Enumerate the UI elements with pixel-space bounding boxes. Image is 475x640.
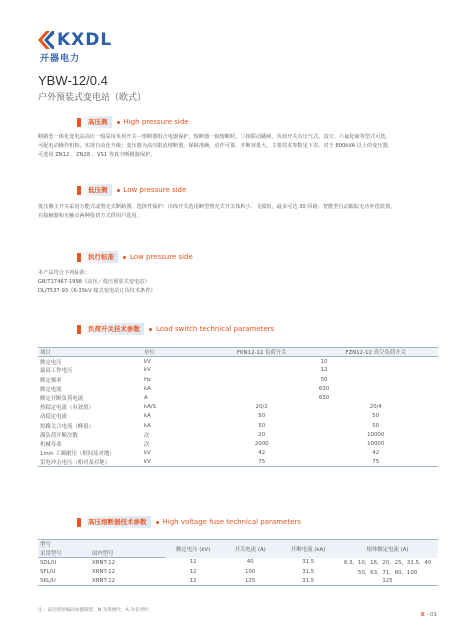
bullet-dot-icon (123, 256, 126, 259)
section-title-cn: 高压侧 (84, 116, 112, 128)
row-fkn12-value: 75 (210, 458, 313, 467)
table-row (38, 558, 438, 567)
row-current: 40 (246, 559, 254, 566)
column-header-voltage: 额定电压 (kV) (165, 540, 221, 558)
hv-description-line: 可配电动操作机构，实现自动化升级；变压器为高压限流熔断器，保障准确，动作可靠，开断容量大，主要技术参数见下表。对于 800kVA 以上的变压器， (38, 143, 393, 149)
row-item: 雷电冲击电压（相对及对地） (38, 458, 142, 467)
section-header-standard (77, 251, 193, 263)
row-fuse-current: 50，63，71，80，100 (357, 569, 418, 576)
row-fzn12-value: 50 (372, 422, 380, 429)
table-row (38, 384, 438, 393)
row-item: 额定频率 (40, 377, 62, 384)
column-header-fkn12: FKN12-12 负荷开关 (210, 348, 313, 357)
lv-description-line: 有接触器和无触点两种投切方式供用户选用。 (38, 213, 142, 219)
row-foreign-model: SDL/U (40, 559, 57, 566)
column-header-unit: 单位 (142, 348, 210, 357)
row-unit: 次 (144, 441, 150, 448)
row-voltage: 12 (165, 576, 221, 585)
page-number-text: · 01 (426, 612, 437, 618)
row-unit: A (144, 395, 148, 402)
section-title-en: Low pressure side (130, 253, 193, 261)
column-header-breaking: 开断电流 (kA) (279, 540, 337, 558)
row-item: 额定电流 (40, 386, 62, 393)
row-item: 机械寿命 (40, 441, 62, 448)
row-shared-value: 630 (318, 385, 330, 392)
standards-intro: 本产品符合下列标准： (38, 270, 90, 276)
logo-wordmark: KXDL (57, 30, 113, 50)
row-fzn12-value: 10000 (367, 431, 385, 438)
section-title-en: High voltage fuse technical parameters (162, 518, 301, 526)
section-marker (77, 186, 81, 195)
bullet-dot-icon (156, 521, 159, 524)
logo-subtitle: 开器电力 (40, 54, 81, 64)
row-shared-value: 630 (318, 395, 330, 402)
row-unit: kA (144, 422, 151, 429)
row-shared-value: 12 (320, 367, 328, 374)
standard-item: DL/T537-93《6-35kV 箱式变电站订货技术条件》 (38, 288, 156, 294)
section-title-cn: 执行标准 (84, 251, 118, 263)
standard-item: GB/T17467-1998《高压／低压预装式变电站》 (38, 279, 150, 285)
row-fkn12-value: 20/2 (255, 404, 268, 411)
bullet-dot-icon (117, 189, 120, 192)
section-title-cn: 高压熔断器技术参数 (84, 516, 151, 528)
row-voltage: 12 (189, 568, 197, 575)
section-header-fuse (77, 516, 301, 528)
row-fzn12-value: 10000 (367, 440, 385, 447)
row-fkn12-value: 42 (258, 450, 266, 457)
section-title-en: Low pressure side (123, 186, 187, 194)
row-fkn12-value: 50 (258, 422, 266, 429)
table-row (38, 366, 438, 375)
row-item: 1min 工频耐压（相间及对地） (40, 451, 115, 458)
column-header-item: 项目 (38, 348, 142, 357)
lv-side-description (38, 203, 438, 221)
row-item: 动稳定电流 (40, 414, 67, 421)
row-voltage: 12 (189, 559, 197, 566)
row-unit: kA (144, 385, 151, 392)
page-subtitle: 户外预装式变电站（欧式） (38, 93, 147, 103)
row-fzn12-value: 20/4 (369, 404, 382, 411)
row-shared-value: 50 (320, 376, 328, 383)
row-unit: kA/S (144, 404, 157, 411)
footnote: 注：表层熔丝编码由德制型，N 为英展叶，A 为非西叶。 (38, 608, 154, 613)
hv-description-line: 断路型一体化变电站高压一般采用负荷开关－熔断器组合电器保护，熔断器一相熔断时，三相联动跳闸，负荷开关有压气式、真空、六氟化硫等型式可选， (38, 134, 391, 140)
row-foreign-model: SKL/U (38, 576, 90, 585)
table-row (38, 412, 438, 421)
table-row (38, 430, 438, 439)
row-item: 满负荷开断次数 (40, 432, 78, 439)
row-item: 额定电压 (40, 359, 62, 366)
row-unit: 次 (144, 432, 150, 439)
section-marker (77, 253, 81, 262)
row-breaking: 31.5 (302, 559, 315, 566)
company-logo (38, 31, 112, 67)
row-item: 最高工作电压 (40, 368, 73, 375)
section-marker (77, 518, 81, 527)
row-fuse-current: 125 (337, 576, 438, 585)
row-breaking: 31.5 (279, 576, 337, 585)
row-domestic-model: XRNT-12 (92, 559, 116, 566)
table-row (38, 375, 438, 384)
section-header-lv-side (77, 184, 186, 196)
column-header-foreign-model: 采用型号 (38, 549, 90, 558)
table-header-row (38, 540, 438, 549)
column-header-model: 型号 (38, 540, 165, 549)
bullet-dot-icon (149, 328, 152, 331)
row-fkn12-value: 2000 (254, 440, 269, 447)
bullet-dot-icon (117, 121, 120, 124)
section-title-en: High pressure side (123, 118, 189, 126)
row-fzn12-value: 50 (372, 413, 380, 420)
table-row (38, 421, 438, 430)
row-fkn12-value: 20 (258, 431, 266, 438)
column-header-current: 开关电流 (A) (221, 540, 279, 558)
section-header-hv-side (77, 116, 189, 128)
table-row (38, 576, 438, 585)
hv-description-line: 可选用 ZN12 、ZN28 、VS1 等真空断路器保护。 (38, 152, 156, 158)
table-row (38, 458, 438, 467)
fuse-table (38, 539, 438, 586)
section-title-cn: 低压侧 (84, 184, 112, 196)
row-foreign-model: SFL/U (40, 568, 56, 575)
table-row (38, 439, 438, 448)
logo-mark-icon (38, 31, 54, 49)
table-header-row (38, 348, 438, 357)
page-brand-mark: X (420, 612, 425, 618)
lv-description-line: 低压侧主开关采用万能式或塑壳式断路器，选择性保护；出线开关选用断型塑壳式开关体积小、飞弧短，最多可达 30 回路；智能型自动跟踪无功补偿装置， (38, 204, 396, 210)
table-row (38, 449, 438, 458)
section-title-cn: 负荷开关技术参数 (84, 323, 144, 335)
row-domestic-model: XRNT-12 (92, 568, 116, 575)
row-fuse-current: 6.3，10，16，20，25，31.5，40 (343, 560, 432, 567)
row-fzn12-value: 42 (372, 450, 380, 457)
row-current: 100 (245, 568, 256, 575)
column-header-domestic-model: 国内型号 (90, 549, 165, 558)
row-unit: kV (142, 458, 210, 467)
row-fkn12-value: 50 (258, 413, 266, 420)
row-unit: kA (144, 413, 151, 420)
row-item: 热稳定电流（有效值） (40, 405, 94, 412)
load-switch-table (38, 347, 438, 467)
row-unit: kV (144, 367, 151, 374)
table-row (38, 567, 438, 576)
table-row (38, 393, 438, 402)
row-item: 额定开断负荷电流 (40, 396, 84, 403)
page-number (421, 612, 438, 618)
row-current: 125 (221, 576, 279, 585)
standards-list (38, 269, 438, 296)
column-header-fuse-current: 熔体额定电流 (A) (337, 540, 438, 558)
table-row (38, 357, 438, 366)
page-title: YBW-12/0.4 (38, 73, 108, 88)
section-header-load-switch (77, 323, 274, 335)
row-unit: kV (144, 358, 151, 365)
hv-side-description (38, 133, 438, 160)
row-breaking: 31.5 (302, 568, 315, 575)
row-domestic-model: XRNT-12 (90, 576, 165, 585)
column-header-fzn12: FZN12-12 真空负荷开关 (313, 348, 438, 357)
section-marker (77, 325, 81, 334)
row-item: 短路关合电流（峰值） (40, 423, 94, 430)
table-row (38, 403, 438, 412)
row-unit: kV (144, 450, 151, 457)
section-title-en: Load switch technical parameters (156, 325, 275, 333)
row-shared-value: 10 (320, 358, 328, 365)
section-marker (77, 118, 81, 127)
row-unit: Hz (144, 376, 151, 383)
row-fzn12-value: 75 (313, 458, 438, 467)
